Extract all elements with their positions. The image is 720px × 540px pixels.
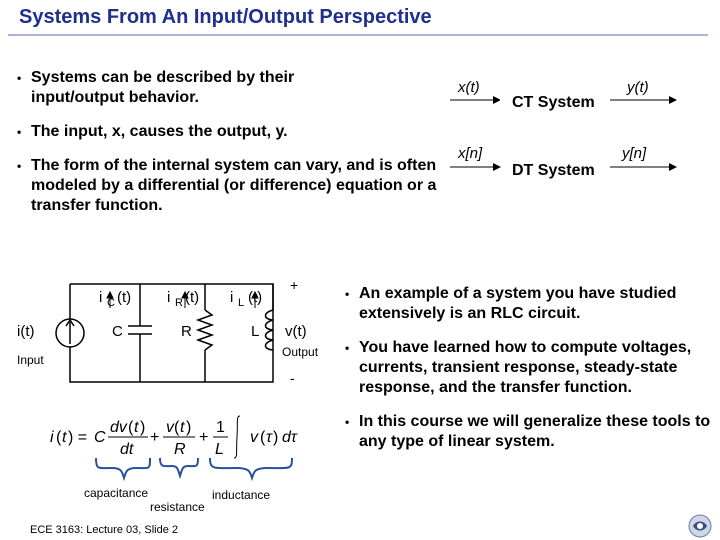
resistance-label: resistance xyxy=(150,500,205,514)
bullet-text: • Systems can be described by their input/output behavior. xyxy=(17,68,377,108)
resistor-current-t: (t) xyxy=(185,289,200,306)
svg-text:i: i xyxy=(50,429,54,446)
source-current-label: i(t) xyxy=(17,323,35,340)
ct-input-label: x(t) xyxy=(458,79,480,96)
svg-text:1: 1 xyxy=(216,419,225,436)
plus-sign: + xyxy=(290,278,299,293)
output-label: Output xyxy=(282,345,319,359)
inductance-label: inductance xyxy=(212,488,271,502)
bullet-text: • The input, x, causes the output, y. xyxy=(17,122,347,142)
svg-text:dτ: dτ xyxy=(282,429,297,446)
ct-system-label: CT System xyxy=(512,94,595,111)
output-voltage-label: v(t) xyxy=(285,323,307,340)
resistor-current-i: i xyxy=(167,289,171,306)
inductor-current-t: (t) xyxy=(248,289,263,306)
svg-text:t: t xyxy=(180,419,185,436)
capacitance-label: capacitance xyxy=(84,486,149,500)
inductance-brace xyxy=(210,458,292,478)
svg-text:t: t xyxy=(134,419,139,436)
bullet-generalize: • In this course we will generalize these tools to any type of linear system. xyxy=(345,412,715,452)
right-bullet-list xyxy=(345,284,715,466)
ct-output-label: y(t) xyxy=(627,79,649,96)
input-label: Input xyxy=(17,353,44,367)
bullet-text: • The form of the internal system can vary, and is often modeled by a differential (or difference) equation or a transfer function. xyxy=(17,156,437,216)
bullet-compute: • You have learned how to compute voltages, currents, transient response, steady-state response, and the transfer function. xyxy=(345,338,715,398)
capacitor-label: C xyxy=(112,323,123,340)
svg-text:R: R xyxy=(174,441,186,458)
capacitance-brace xyxy=(96,458,150,478)
inductor-label: L xyxy=(251,323,260,340)
svg-text:dt: dt xyxy=(120,441,134,458)
title-divider xyxy=(8,34,708,36)
svg-text:C: C xyxy=(94,429,106,446)
svg-text:t: t xyxy=(62,429,67,446)
university-logo-icon xyxy=(688,514,712,538)
svg-text:): ) xyxy=(273,429,279,446)
slide-footer: ECE 3163: Lecture 03, Slide 2 xyxy=(30,524,178,536)
resistor-label: R xyxy=(181,323,192,340)
resistor-icon xyxy=(198,310,212,350)
capacitor-current-sub: C xyxy=(107,297,115,309)
capacitor-current-i: i xyxy=(99,289,103,306)
svg-text:+: + xyxy=(150,429,160,446)
svg-text:v: v xyxy=(250,429,258,446)
svg-text:dv: dv xyxy=(110,419,127,436)
capacitor-current-t: (t) xyxy=(117,289,132,306)
svg-text:): ) xyxy=(140,419,146,436)
svg-text:) =: ) = xyxy=(68,429,88,446)
minus-sign: - xyxy=(290,370,295,386)
bullet-internal-system xyxy=(17,156,437,216)
svg-text:(: ( xyxy=(174,419,180,436)
inductor-current-i: i xyxy=(230,289,234,306)
bullet-input-output xyxy=(17,122,347,142)
dt-system-label: DT System xyxy=(512,162,595,179)
resistor-current-sub: R xyxy=(175,297,183,309)
svg-text:L: L xyxy=(215,441,224,458)
svg-text:+: + xyxy=(199,429,209,446)
bullet-io-behavior xyxy=(17,68,377,108)
dt-input-label: x[n] xyxy=(458,145,483,162)
svg-text:(: ( xyxy=(128,419,134,436)
svg-text:(: ( xyxy=(56,429,62,446)
svg-text:): ) xyxy=(186,419,192,436)
rlc-current-equation xyxy=(50,412,325,490)
inductor-current-sub: L xyxy=(238,297,245,309)
rlc-circuit-diagram xyxy=(15,278,330,388)
bullet-rlc-example: • An example of a system you have studied extensively is an RLC circuit. xyxy=(345,284,715,324)
svg-text:τ: τ xyxy=(266,429,272,446)
system-diagrams xyxy=(450,70,680,185)
svg-text:v: v xyxy=(166,419,174,436)
svg-text:(: ( xyxy=(260,429,266,446)
resistance-brace xyxy=(160,458,198,476)
dt-output-label: y[n] xyxy=(622,145,647,162)
inductor-icon xyxy=(266,310,274,350)
slide-title: Systems From An Input/Output Perspective xyxy=(19,6,432,28)
